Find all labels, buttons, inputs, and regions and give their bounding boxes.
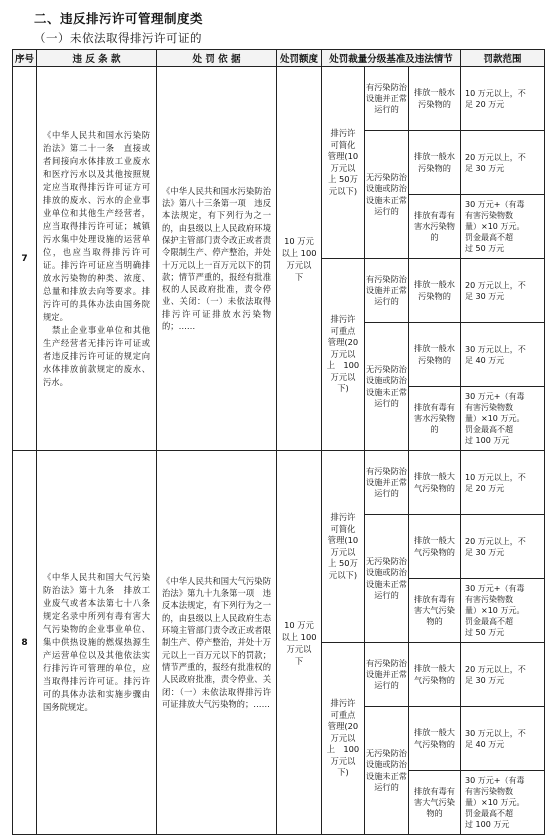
table-row xyxy=(13,67,545,131)
pollutant-type: 排放有毒有害水污染物的 xyxy=(409,195,461,259)
fine-range: 30 万元以上，不 足 40 万元 xyxy=(461,323,545,387)
fine-range: 30 万元+（有毒 有害污染物数 量）×10 万元。 罚金最高不超 过 100 万元 xyxy=(461,387,545,451)
pollutant-type: 排放一般大气污染物的 xyxy=(409,707,461,771)
pollutant-type: 排放一般水污染物的 xyxy=(409,323,461,387)
facility-condition: 无污染防治设施或防治设施未正常运行的 xyxy=(365,131,409,259)
header-seq: 序号 xyxy=(13,50,37,67)
section-title: 二、违反排污许可管理制度类 xyxy=(34,11,204,26)
fine-range: 20 万元以上，不 足 30 万元 xyxy=(461,131,545,195)
fine-range: 20 万元以上，不 足 30 万元 xyxy=(461,515,545,579)
fine-range: 30 万元+（有毒 有害污染物数 量）×10 万元。 罚金最高不超 过 100 万元 xyxy=(461,771,545,835)
tier-label: 排污许 可重点 管理(20 万元以 上 100 万元以 下) xyxy=(322,643,365,835)
tier-label: 排污许 可简化 管理(10 万元以 上 50万 元以下) xyxy=(322,67,365,259)
facility-condition: 有污染防治设施并正常运行的 xyxy=(365,643,409,707)
pollutant-type: 排放一般大气污染物的 xyxy=(409,451,461,515)
table-header-row xyxy=(13,50,545,67)
facility-condition: 无污染防治设施或防治设施未正常运行的 xyxy=(365,323,409,451)
penalty-basis: 《中华人民共和国水污染防治法》第八十三条第一项 违反本法规定，有下列行为之一的，由县级以上人民政府环境保护主管部门责令改正或者责令限制生产、停产整治，并处十万元以上一百万元以下的罚款；情节严重的，报经有批准权的人民政府批准，责令停业、关闭：（一）未依法取得排污许可证排放水污染物的；…… xyxy=(157,67,277,451)
fine-range: 30 万元以上，不 足 40 万元 xyxy=(461,707,545,771)
pollutant-type: 排放一般水污染物的 xyxy=(409,259,461,323)
header-clause: 违 反 条 款 xyxy=(37,50,157,67)
penalty-basis: 《中华人民共和国大气污染防治法》第九十九条第一项 违反本法规定，有下列行为之一的，由县级以上人民政府生态环境主管部门责令改正或者限制生产、停产整治，并处十万元以上一百万元以下的罚款；情节严重的，报经有批准权的人民政府批准，责令停业、关闭：（一）未依法取得排污许可证排放大气污染物的；…… xyxy=(157,451,277,835)
pollutant-type: 排放有毒有害大气污染物的 xyxy=(409,579,461,643)
penalty-amount: 10 万元 以上 100 万元以 下 xyxy=(277,451,322,835)
fine-range: 30 万元+（有毒 有害污染物数 量）×10 万元。 罚金最高不超 过 50 万元 xyxy=(461,195,545,259)
pollutant-type: 排放一般水污染物的 xyxy=(409,131,461,195)
facility-condition: 无污染防治设施或防治设施未正常运行的 xyxy=(365,707,409,835)
fine-range: 10 万元以上，不 足 20 万元 xyxy=(461,451,545,515)
header-tier: 处罚裁量分级基准及违法情节 xyxy=(322,50,461,67)
row-number: 8 xyxy=(13,451,37,835)
fine-range: 20 万元以上，不 足 30 万元 xyxy=(461,643,545,707)
pollutant-type: 排放一般大气污染物的 xyxy=(409,515,461,579)
penalty-table xyxy=(12,49,545,835)
fine-range: 30 万元+（有毒 有害污染物数 量）×10 万元。 罚金最高不超 过 50 万元 xyxy=(461,579,545,643)
subsection-title: （一）未依法取得排污许可证的 xyxy=(34,31,202,45)
tier-label: 排污许 可重点 管理(20 万元以 上 100 万元以 下) xyxy=(322,259,365,451)
header-basis: 处 罚 依 据 xyxy=(157,50,277,67)
pollutant-type: 排放一般大气污染物的 xyxy=(409,643,461,707)
facility-condition: 有污染防治设施并正常运行的 xyxy=(365,259,409,323)
row-number: 7 xyxy=(13,67,37,451)
pollutant-type: 排放一般水污染物的 xyxy=(409,67,461,131)
pollutant-type: 排放有毒有害大气污染物的 xyxy=(409,771,461,835)
fine-range: 20 万元以上，不 足 30 万元 xyxy=(461,259,545,323)
table-row xyxy=(13,451,545,515)
header-amount: 处罚额度 xyxy=(277,50,322,67)
facility-condition: 有污染防治设施并正常运行的 xyxy=(365,451,409,515)
header-range: 罚款范围 xyxy=(461,50,545,67)
facility-condition: 有污染防治设施并正常运行的 xyxy=(365,67,409,131)
tier-label: 排污许 可简化 管理(10 万元以 上 50万 元以下) xyxy=(322,451,365,643)
pollutant-type: 排放有毒有害水污染物的 xyxy=(409,387,461,451)
fine-range: 10 万元以上，不 足 20 万元 xyxy=(461,67,545,131)
violated-clause: 《中华人民共和国水污染防治法》第二十一条 直接或者间接向水体排放工业废水和医疗污水以及其他按照规定应当取得排污许可证方可排放的废水、污水的企业事业单位和其他生产经营者，应当取得排污许可证；城镇污水集中处理设施的运营单位，也应当取得排污许可证。排污许可证应当明确排放水污染物的种类、浓度、总量和排放去向等要求。排污许可的具体办法由国务院规定。 禁止企业事业单位和其他生产经营者无排污许可证或者违反排污许可证的规定向水体排放前款规定的废水、污水。 xyxy=(37,67,157,451)
violated-clause: 《中华人民共和国大气污染防治法》第十九条 排放工业废气或者本法第七十八条规定名录中所列有毒有害大气污染物的企业事业单位、集中供热设施的燃煤热源生产运营单位以及其他依法实行排污许可管理的单位，应当取得排污许可证。排污许可的具体办法和实施步骤由国务院规定。 xyxy=(37,451,157,835)
penalty-amount: 10 万元 以上 100 万元以 下 xyxy=(277,67,322,451)
facility-condition: 无污染防治设施或防治设施未正常运行的 xyxy=(365,515,409,643)
